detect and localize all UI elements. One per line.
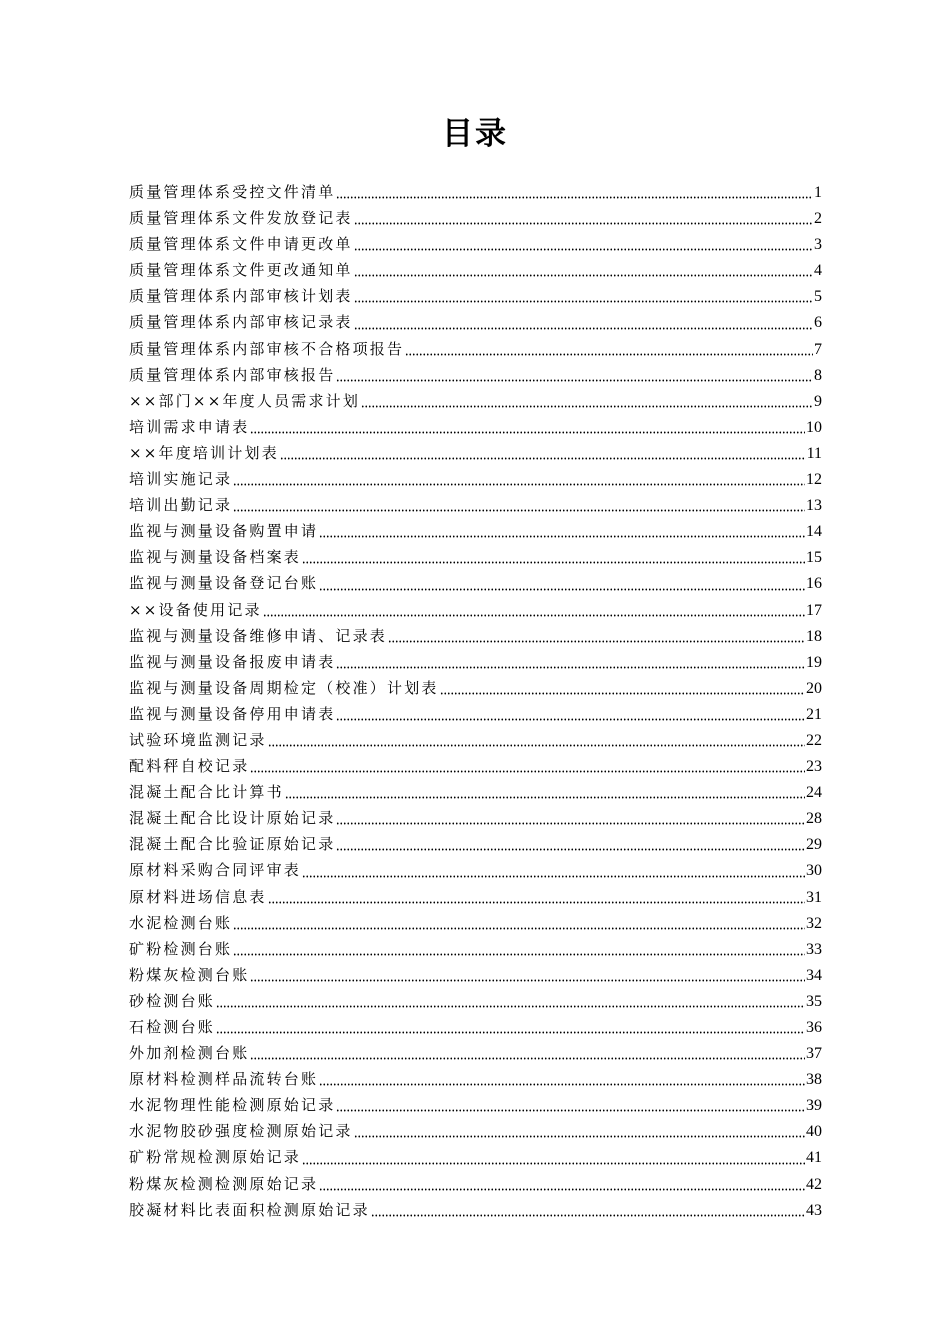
- toc-dot-leader: [440, 681, 805, 695]
- toc-entry-label: 水泥检测台账: [129, 913, 233, 932]
- toc-entry-page-number: 17: [806, 601, 822, 619]
- toc-entry-label: 监视与测量设备停用申请表: [129, 704, 336, 723]
- toc-entry[interactable]: [129, 570, 822, 596]
- toc-entry-page-number: 4: [814, 262, 822, 280]
- toc-entry[interactable]: [129, 988, 822, 1014]
- toc-entry[interactable]: [129, 1118, 822, 1144]
- table-of-contents: [129, 179, 822, 1223]
- toc-entry-page-number: 35: [806, 992, 822, 1010]
- toc-entry-label: 胶凝材料比表面积检测原始记录: [129, 1200, 370, 1219]
- toc-entry-page-number: 30: [806, 862, 822, 880]
- toc-entry[interactable]: [129, 910, 822, 936]
- toc-entry[interactable]: [129, 1144, 822, 1170]
- toc-entry[interactable]: [129, 1197, 822, 1223]
- toc-entry-label: 培训实施记录: [129, 470, 233, 489]
- toc-entry-page-number: 2: [814, 210, 822, 228]
- toc-dot-leader: [354, 263, 813, 277]
- toc-entry-page-number: 5: [814, 288, 822, 306]
- toc-entry-page-number: 23: [806, 758, 822, 776]
- toc-entry-page-number: 43: [806, 1201, 822, 1219]
- toc-entry[interactable]: [129, 831, 822, 857]
- toc-dot-leader: [302, 550, 805, 564]
- toc-dot-leader: [405, 342, 813, 356]
- toc-entry-label: 监视与测量设备维修申请、记录表: [129, 626, 388, 645]
- toc-dot-leader: [250, 759, 805, 773]
- toc-dot-leader: [354, 1124, 805, 1138]
- toc-dot-leader: [319, 1177, 805, 1191]
- toc-dot-leader: [280, 446, 806, 460]
- toc-entry-page-number: 42: [806, 1175, 822, 1193]
- toc-dot-leader: [354, 237, 813, 251]
- toc-dot-leader: [302, 864, 805, 878]
- toc-entry-page-number: 39: [806, 1097, 822, 1115]
- toc-dot-leader: [216, 994, 805, 1008]
- toc-dot-leader: [302, 1151, 805, 1165]
- toc-entry-page-number: 18: [806, 627, 822, 645]
- toc-entry[interactable]: [129, 805, 822, 831]
- toc-entry[interactable]: [129, 518, 822, 544]
- toc-dot-leader: [336, 707, 805, 721]
- toc-entry-label: 监视与测量设备报废申请表: [129, 652, 336, 671]
- toc-entry-page-number: 14: [806, 523, 822, 541]
- toc-entry-page-number: 10: [806, 418, 822, 436]
- toc-entry-label: ××年度培训计划表: [129, 443, 279, 462]
- toc-dot-leader: [233, 472, 805, 486]
- toc-entry-label: 质量管理体系受控文件清单: [129, 183, 336, 201]
- toc-entry-label: 水泥物理性能检测原始记录: [129, 1096, 336, 1115]
- toc-entry-label: 质量管理体系内部审核计划表: [129, 287, 353, 306]
- toc-entry-page-number: 15: [806, 549, 822, 567]
- toc-dot-leader: [361, 394, 813, 408]
- toc-dot-leader: [319, 1072, 805, 1086]
- toc-entry-page-number: 13: [806, 497, 822, 515]
- toc-entry-label: 质量管理体系内部审核记录表: [129, 313, 353, 332]
- toc-dot-leader: [250, 1046, 805, 1060]
- toc-dot-leader: [250, 968, 805, 982]
- toc-entry[interactable]: [129, 962, 822, 988]
- toc-entry[interactable]: [129, 1066, 822, 1092]
- toc-entry[interactable]: [129, 649, 822, 675]
- toc-dot-leader: [263, 603, 805, 617]
- toc-entry-page-number: 11: [806, 444, 822, 462]
- toc-dot-leader: [354, 211, 813, 225]
- toc-dot-leader: [354, 289, 813, 303]
- toc-entry[interactable]: [129, 1040, 822, 1066]
- toc-entry-label: ××部门××年度人员需求计划: [129, 391, 361, 410]
- toc-entry-label: 监视与测量设备周期检定（校准）计划表: [129, 678, 439, 697]
- toc-dot-leader: [336, 368, 813, 382]
- toc-entry-page-number: 24: [806, 784, 822, 802]
- toc-entry[interactable]: [129, 623, 822, 649]
- toc-entry-label: 培训出勤记录: [129, 496, 233, 515]
- toc-entry-page-number: 41: [806, 1149, 822, 1167]
- toc-dot-leader: [371, 1203, 805, 1217]
- toc-dot-leader: [268, 733, 805, 747]
- toc-dot-leader: [336, 655, 805, 669]
- toc-entry-label: ××设备使用记录: [129, 600, 262, 619]
- toc-dot-leader: [268, 890, 805, 904]
- toc-entry[interactable]: [129, 414, 822, 440]
- toc-entry[interactable]: [129, 205, 822, 231]
- toc-entry-label: 混凝土配合比计算书: [129, 783, 284, 802]
- toc-dot-leader: [336, 837, 805, 851]
- toc-dot-leader: [319, 524, 805, 538]
- toc-entry-label: 水泥物胶砂强度检测原始记录: [129, 1122, 353, 1141]
- toc-entry[interactable]: [129, 492, 822, 518]
- toc-entry[interactable]: [129, 753, 822, 779]
- toc-entry[interactable]: [129, 779, 822, 805]
- toc-entry-page-number: 21: [806, 705, 822, 723]
- toc-dot-leader: [233, 916, 805, 930]
- toc-entry[interactable]: [129, 309, 822, 335]
- toc-entry-page-number: 28: [806, 810, 822, 828]
- toc-entry-page-number: 40: [806, 1123, 822, 1141]
- toc-entry[interactable]: [129, 1092, 822, 1118]
- toc-entry[interactable]: [129, 857, 822, 883]
- toc-entry-page-number: 7: [814, 340, 822, 358]
- toc-entry-label: 试验环境监测记录: [129, 730, 267, 749]
- page-title: 目录: [442, 116, 508, 152]
- toc-entry-page-number: 29: [806, 836, 822, 854]
- toc-entry-label: 原材料进场信息表: [129, 887, 267, 906]
- toc-entry[interactable]: [129, 336, 822, 362]
- toc-entry[interactable]: [129, 544, 822, 570]
- toc-entry[interactable]: [129, 388, 822, 414]
- toc-entry[interactable]: [129, 257, 822, 283]
- toc-dot-leader: [388, 629, 805, 643]
- toc-entry-page-number: 1: [814, 184, 822, 201]
- toc-entry-label: 配料秤自校记录: [129, 757, 250, 776]
- toc-entry-label: 原材料采购合同评审表: [129, 861, 302, 880]
- toc-dot-leader: [285, 785, 805, 799]
- toc-entry-page-number: 36: [806, 1019, 822, 1036]
- toc-dot-leader: [233, 942, 805, 956]
- toc-entry-page-number: 19: [806, 653, 822, 671]
- toc-entry-page-number: 12: [806, 471, 822, 489]
- toc-entry-label: 质量管理体系内部审核报告: [129, 365, 336, 384]
- toc-entry[interactable]: [129, 1171, 822, 1197]
- toc-entry-label: 粉煤灰检测台账: [129, 965, 250, 984]
- toc-dot-leader: [233, 498, 805, 512]
- toc-entry[interactable]: [129, 283, 822, 309]
- toc-dot-leader: [354, 316, 813, 330]
- toc-entry-label: 粉煤灰检测检测原始记录: [129, 1174, 319, 1193]
- toc-entry[interactable]: [129, 727, 822, 753]
- toc-dot-leader: [336, 185, 813, 199]
- toc-entry[interactable]: [129, 466, 822, 492]
- toc-entry-page-number: 6: [814, 314, 822, 332]
- toc-entry[interactable]: [129, 362, 822, 388]
- toc-entry-page-number: 22: [806, 731, 822, 749]
- toc-entry[interactable]: [129, 701, 822, 727]
- toc-entry-page-number: 31: [806, 888, 822, 906]
- toc-entry-page-number: 20: [806, 679, 822, 697]
- toc-entry-page-number: 33: [806, 940, 822, 958]
- toc-entry-label: 原材料检测样品流转台账: [129, 1070, 319, 1089]
- toc-entry-label: 混凝土配合比设计原始记录: [129, 809, 336, 828]
- toc-entry[interactable]: [129, 179, 822, 205]
- toc-dot-leader: [336, 1098, 805, 1112]
- toc-entry[interactable]: [129, 1014, 822, 1040]
- toc-dot-leader: [336, 811, 805, 825]
- toc-dot-leader: [319, 577, 805, 591]
- toc-entry-page-number: 16: [806, 575, 822, 593]
- toc-entry-label: 石检测台账: [129, 1018, 216, 1036]
- toc-entry-label: 混凝土配合比验证原始记录: [129, 835, 336, 854]
- toc-dot-leader: [250, 420, 805, 434]
- toc-entry-page-number: 9: [814, 392, 822, 410]
- toc-entry-label: 矿粉常规检测原始记录: [129, 1148, 302, 1167]
- toc-entry-page-number: 32: [806, 914, 822, 932]
- toc-entry-page-number: 34: [806, 966, 822, 984]
- toc-entry-label: 矿粉检测台账: [129, 939, 233, 958]
- toc-entry[interactable]: [129, 675, 822, 701]
- toc-entry-page-number: 37: [806, 1045, 822, 1063]
- toc-entry[interactable]: [129, 597, 822, 623]
- toc-entry-label: 监视与测量设备登记台账: [129, 574, 319, 593]
- toc-entry-label: 质量管理体系文件更改通知单: [129, 261, 353, 280]
- toc-entry-label: 培训需求申请表: [129, 417, 250, 436]
- toc-entry[interactable]: [129, 231, 822, 257]
- toc-entry-label: 质量管理体系文件发放登记表: [129, 209, 353, 228]
- toc-entry-label: 外加剂检测台账: [129, 1044, 250, 1063]
- toc-entry[interactable]: [129, 884, 822, 910]
- toc-entry-label: 监视与测量设备购置申请: [129, 522, 319, 541]
- toc-entry-label: 砂检测台账: [129, 991, 216, 1010]
- toc-entry-page-number: 8: [814, 366, 822, 384]
- toc-entry[interactable]: [129, 440, 822, 466]
- toc-entry-page-number: 38: [806, 1071, 822, 1089]
- toc-entry-label: 监视与测量设备档案表: [129, 548, 302, 567]
- toc-entry[interactable]: [129, 936, 822, 962]
- toc-entry-page-number: 3: [814, 236, 822, 254]
- toc-dot-leader: [216, 1020, 805, 1034]
- toc-entry-label: 质量管理体系文件申请更改单: [129, 235, 353, 254]
- toc-entry-label: 质量管理体系内部审核不合格项报告: [129, 339, 405, 358]
